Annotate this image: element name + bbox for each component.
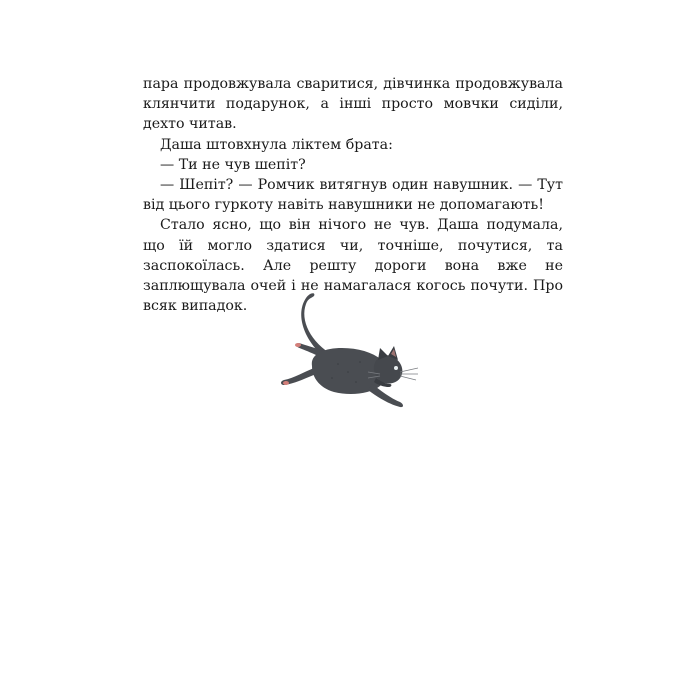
paragraph-3: — Ти не чув шепіт? [160,156,306,173]
cat-running-icon [276,286,426,416]
cat-paw-pink-2 [283,381,289,385]
cat-illustration [276,286,426,416]
paragraph-5: Стало ясно, що він нічого не чув. Даша подумала, що їй могло здатися чи, точніше, почутися, та заспокоїлась. Але решту дороги вона вже не заплющувала очей і не намагалася когось почути. Про всяк випадок. [143,217,563,315]
paragraph-4: — Шепіт? — Ромчик витягнув один навушник. — Тут від цього гуркоту навіть навушники не допомагають! [143,177,563,214]
paragraph-2: Даша штовхнула ліктем брата: [160,136,393,153]
text-block [143,74,563,316]
cat-paw-pink-1 [295,343,301,347]
cat-eye [394,366,398,370]
paragraph-1: пара продовжувала сваритися, дівчинка продовжувала клянчити подарунок, а інші просто мовчки сиділи, дехто читав. [143,76,563,133]
cat-front-leg [368,384,403,407]
